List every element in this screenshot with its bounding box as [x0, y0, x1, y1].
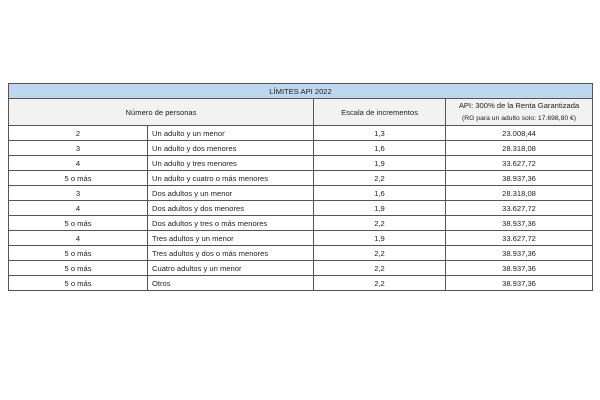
- cell-descripcion: Tres adultos y un menor: [148, 231, 314, 246]
- table-title-row: [9, 84, 593, 99]
- cell-num-personas: 5 o más: [9, 171, 148, 186]
- header-api-line1: API: 300% de la Renta Garantizada: [458, 101, 580, 110]
- table-row: [9, 201, 593, 216]
- table-body: [9, 126, 593, 291]
- header-personas: Número de personas: [9, 99, 314, 126]
- cell-escala: 1,9: [314, 156, 446, 171]
- cell-num-personas: 4: [9, 201, 148, 216]
- table-header-row: [9, 99, 593, 126]
- cell-escala: 1,3: [314, 126, 446, 141]
- cell-num-personas: 5 o más: [9, 276, 148, 291]
- cell-escala: 1,9: [314, 201, 446, 216]
- cell-api: 38.937,36: [446, 261, 593, 276]
- cell-descripcion: Dos adultos y un menor: [148, 186, 314, 201]
- cell-descripcion: Un adulto y un menor: [148, 126, 314, 141]
- cell-api: 33.627,72: [446, 231, 593, 246]
- cell-api: 38.937,36: [446, 171, 593, 186]
- cell-escala: 1,9: [314, 231, 446, 246]
- cell-escala: 2,2: [314, 261, 446, 276]
- cell-num-personas: 5 o más: [9, 216, 148, 231]
- cell-num-personas: 5 o más: [9, 246, 148, 261]
- cell-api: 38.937,36: [446, 276, 593, 291]
- cell-api: 28.318,08: [446, 141, 593, 156]
- table-row: [9, 141, 593, 156]
- cell-descripcion: Tres adultos y dos o más menores: [148, 246, 314, 261]
- header-api-line2: (RG para un adulto solo: 17.698,80 €): [461, 115, 577, 122]
- cell-escala: 2,2: [314, 216, 446, 231]
- cell-api: 28.318,08: [446, 186, 593, 201]
- table-row: [9, 231, 593, 246]
- cell-api: 33.627,72: [446, 156, 593, 171]
- cell-num-personas: 4: [9, 231, 148, 246]
- table-row: [9, 156, 593, 171]
- cell-descripcion: Un adulto y cuatro o más menores: [148, 171, 314, 186]
- cell-escala: 2,2: [314, 246, 446, 261]
- cell-escala: 2,2: [314, 276, 446, 291]
- cell-num-personas: 3: [9, 186, 148, 201]
- cell-num-personas: 2: [9, 126, 148, 141]
- table-row: [9, 216, 593, 231]
- header-api: [446, 99, 593, 126]
- cell-api: 23.008,44: [446, 126, 593, 141]
- cell-descripcion: Otros: [148, 276, 314, 291]
- cell-descripcion: Cuatro adultos y un menor: [148, 261, 314, 276]
- table-row: [9, 186, 593, 201]
- cell-api: 38.937,36: [446, 246, 593, 261]
- cell-num-personas: 4: [9, 156, 148, 171]
- table-row: [9, 276, 593, 291]
- cell-num-personas: 3: [9, 141, 148, 156]
- table-row: [9, 126, 593, 141]
- header-escala: Escala de incrementos: [314, 99, 446, 126]
- api-limits-table: [8, 83, 593, 291]
- table-row: [9, 261, 593, 276]
- cell-escala: 1,6: [314, 186, 446, 201]
- cell-api: 38.937,36: [446, 216, 593, 231]
- cell-descripcion: Un adulto y tres menores: [148, 156, 314, 171]
- table-row: [9, 246, 593, 261]
- table-title: LÍMITES API 2022: [9, 84, 593, 99]
- cell-escala: 1,6: [314, 141, 446, 156]
- cell-escala: 2,2: [314, 171, 446, 186]
- cell-num-personas: 5 o más: [9, 261, 148, 276]
- api-limits-sheet: [8, 83, 592, 291]
- cell-descripcion: Un adulto y dos menores: [148, 141, 314, 156]
- cell-descripcion: Dos adultos y tres o más menores: [148, 216, 314, 231]
- cell-descripcion: Dos adultos y dos menores: [148, 201, 314, 216]
- table-row: [9, 171, 593, 186]
- cell-api: 33.627,72: [446, 201, 593, 216]
